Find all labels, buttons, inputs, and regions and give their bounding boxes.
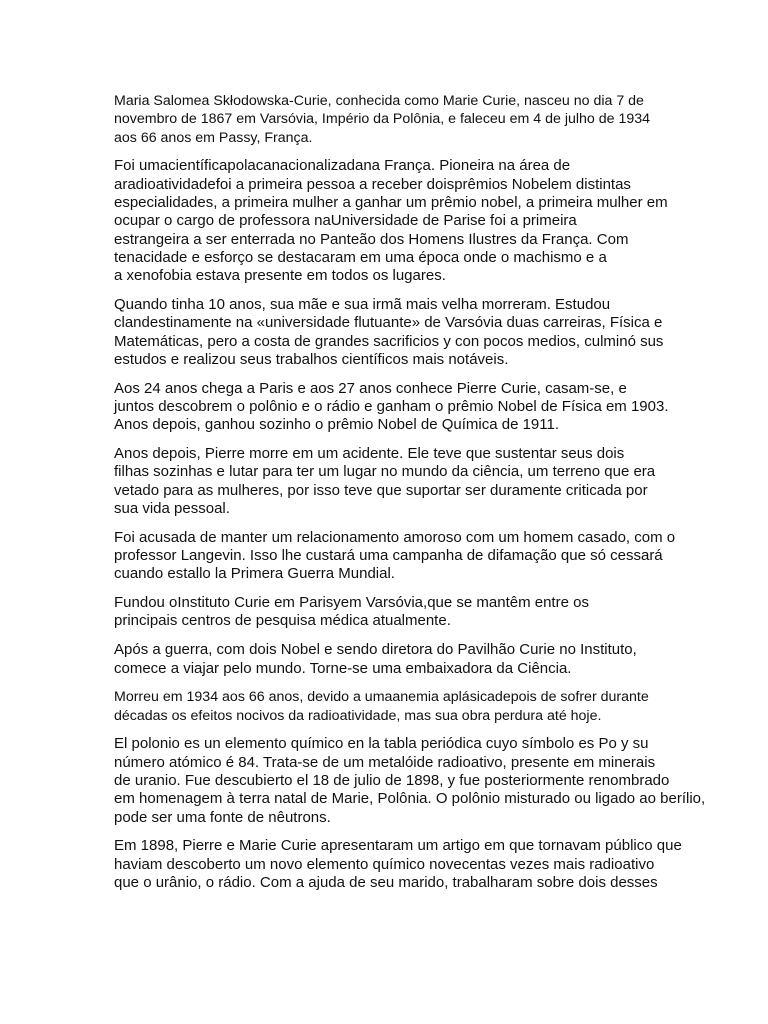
text-line: a xenofobia estava presente em todos os lugares.: [114, 267, 446, 285]
paragraph-childhood: [114, 296, 694, 369]
text-line: vetado para as mulheres, por isso teve que suportar ser duramente criticada por: [114, 481, 648, 499]
text-line: filhas sozinhas e lutar para ter um lugar no mundo da ciência, um terreno que era: [114, 463, 656, 481]
paragraph-pierre-death: [114, 445, 694, 518]
document-body: [114, 92, 706, 903]
text-line: comece a viajar pelo mundo. Torne-se uma embaixadora da Ciência.: [114, 659, 572, 677]
text-line: aos 66 anos em Passy, França.: [114, 129, 313, 146]
text-line: principais centros de pesquisa médica atualmente.: [114, 612, 451, 630]
text-line: Quando tinha 10 anos, sua mãe e sua irmã mais velha morreram. Estudou: [114, 295, 611, 313]
text-line: El polonio es un elemento químico en la tabla periódica cuyo símbolo es Po y su: [114, 735, 649, 753]
text-line: pode ser uma fonte de nêutrons.: [114, 808, 331, 826]
paragraph-after-war: [114, 641, 694, 678]
text-line: especialidades, a primeira mulher a ganhar um prêmio nobel, a primeira mulher em: [114, 193, 668, 211]
text-line: Aos 24 anos chega a Paris e aos 27 anos conhece Pierre Curie, casam-se, e: [114, 379, 627, 397]
text-line: em homenagem à terra natal de Marie, Polônia. O polônio misturado ou ligado ao berílio,: [114, 790, 706, 808]
paragraph-institute: [114, 594, 694, 631]
text-line: professor Langevin. Isso lhe custará uma campanha de difamação que só cessará: [114, 547, 663, 565]
text-line: Maria Salomea Skłodowska-Curie, conhecida como Marie Curie, nasceu no dia 7 de: [114, 93, 644, 109]
text-line: Foi acusada de manter um relacionamento amoroso com um homem casado, com o: [114, 528, 676, 546]
paragraph-death: [114, 688, 694, 725]
paragraph-pioneer: [114, 157, 694, 285]
paragraph-paris: [114, 380, 694, 435]
text-line: Em 1898, Pierre e Marie Curie apresentaram um artigo em que tornavam público que: [114, 837, 682, 855]
text-line: estrangeira a ser enterrada no Panteão dos Homens Ilustres da França. Com: [114, 230, 629, 248]
text-line: Após a guerra, com dois Nobel e sendo diretora do Pavilhão Curie no Instituto,: [114, 641, 637, 659]
text-line: novembro de 1867 em Varsóvia, Império da Polônia, e faleceu em 4 de julho de 1934: [114, 111, 651, 128]
text-line: haviam descoberto um novo elemento químico novecentas vezes mais radioativo: [114, 855, 655, 873]
text-line: Anos depois, ganhou sozinho o prêmio Nobel de Química de 1911.: [114, 416, 560, 434]
paragraph-polonium: [114, 735, 706, 826]
paragraph-radium: [114, 837, 694, 892]
text-line: estudos e realizou seus trabalhos científicos mais notáveis.: [114, 350, 509, 368]
text-line: número atómico é 84. Trata-se de um metalóide radioativo, presente em minerais: [114, 753, 656, 771]
text-line: Matemáticas, pero a costa de grandes sacrificios y con pocos medios, culminó sus: [114, 332, 664, 350]
text-line: Anos depois, Pierre morre em um acidente. Ele teve que sustentar seus dois: [114, 445, 625, 463]
text-line: tenacidade e esforço se destacaram em uma época onde o machismo e a: [114, 248, 607, 266]
text-line: que o urânio, o rádio. Com a ajuda de seu marido, trabalharam sobre dois desses: [114, 873, 658, 891]
text-line: cuando estallo la Primera Guerra Mundial.: [114, 565, 395, 583]
text-line: aradioatividadefoi a primeira pessoa a receber doisprêmios Nobelem distintas: [114, 175, 631, 193]
paragraph-langevin: [114, 529, 694, 584]
text-line: ocupar o cargo de professora naUniversidade de Parise foi a primeira: [114, 212, 577, 230]
text-line: de uranio. Fue descubierto el 18 de julio de 1898, y fue posteriormente renombrado: [114, 772, 670, 789]
text-line: Morreu em 1934 aos 66 anos, devido a umaanemia aplásicadepois de sofrer durante: [114, 689, 649, 706]
text-line: Foi umacientíficapolacanacionalizadana França. Pioneira na área de: [114, 157, 571, 175]
text-line: sua vida pessoal.: [114, 499, 230, 517]
text-line: décadas os efeitos nocivos da radioatividade, mas sua obra perdura até hoje.: [114, 707, 602, 724]
paragraph-intro: [114, 92, 694, 147]
text-line: Fundou oInstituto Curie em Parisyem Varsóvia,que se mantêm entre os: [114, 594, 589, 612]
text-line: juntos descobrem o polônio e o rádio e ganham o prêmio Nobel de Física em 1903.: [114, 397, 669, 415]
text-line: clandestinamente na «universidade flutuante» de Varsóvia duas carreiras, Física e: [114, 314, 663, 332]
